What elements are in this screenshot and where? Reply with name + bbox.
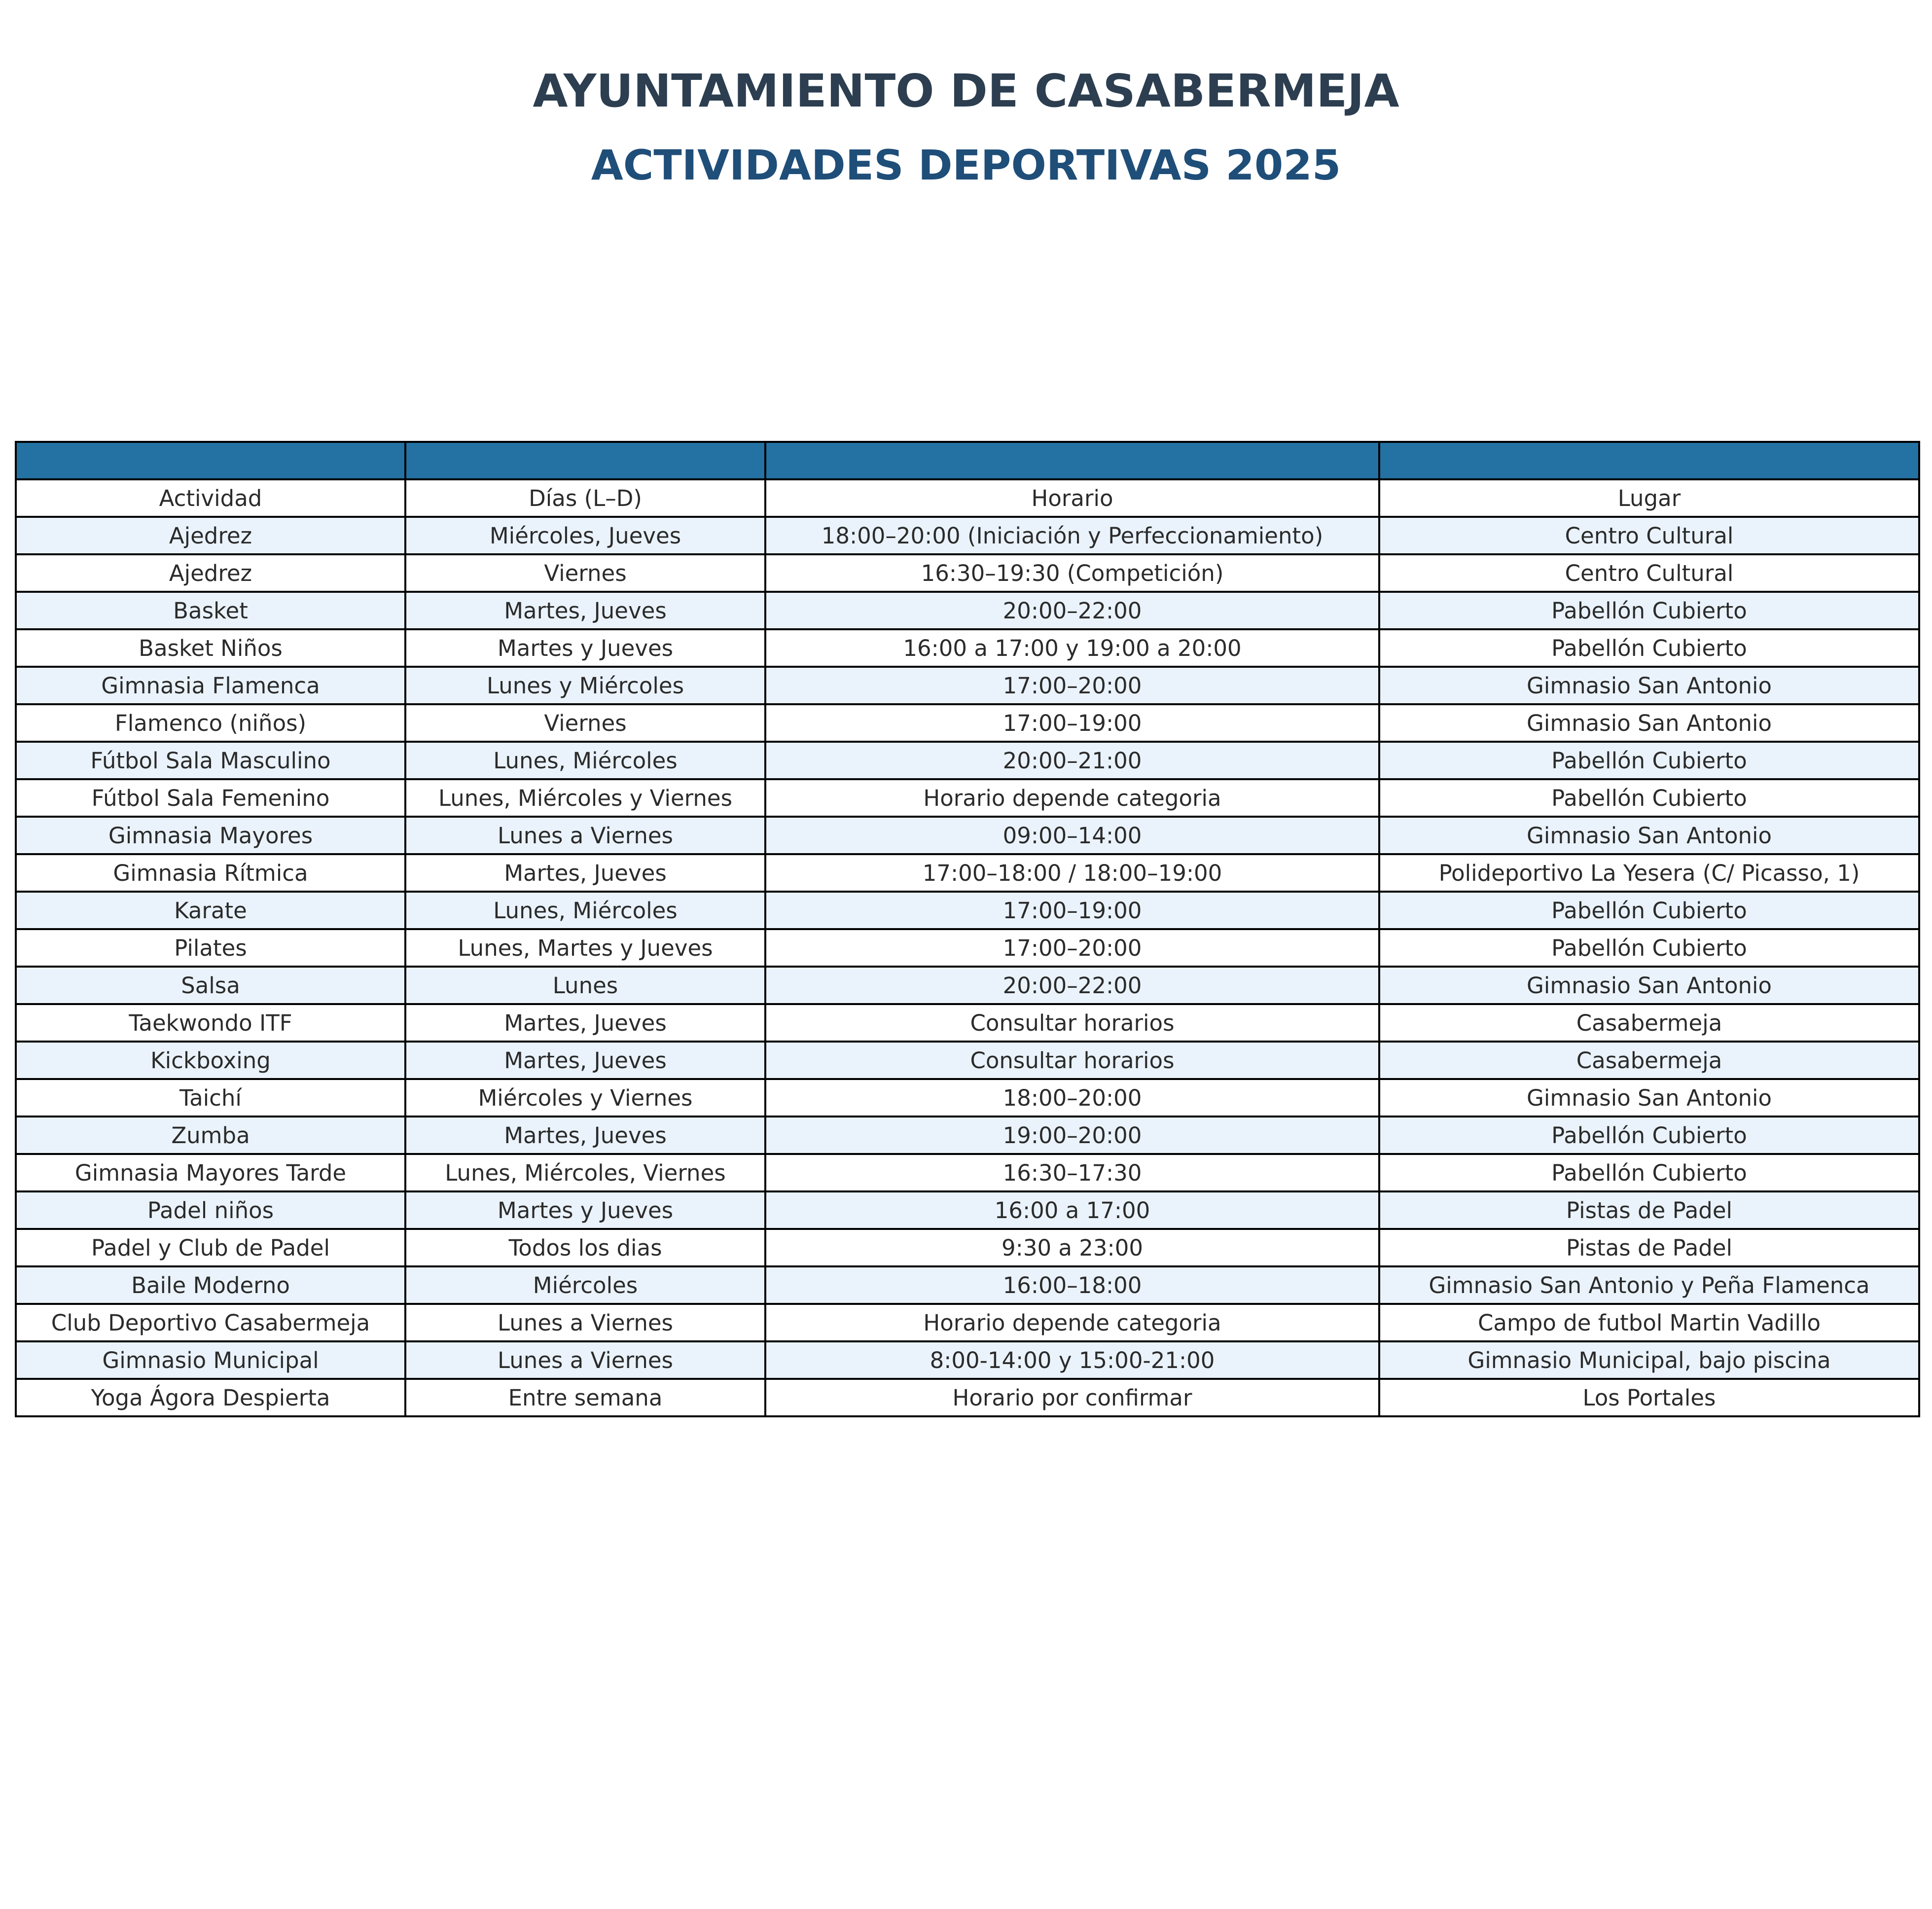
column-header-horario: Horario [765,479,1379,517]
cell-actividad: Gimnasia Rítmica [16,854,405,892]
table-row [16,1154,1919,1191]
cell-lugar: Centro Cultural [1379,517,1919,554]
cell-lugar: Casabermeja [1379,1004,1919,1042]
cell-lugar: Los Portales [1379,1379,1919,1416]
cell-horario: 20:00–22:00 [765,592,1379,629]
table-row [16,667,1919,704]
table-row [16,742,1919,779]
cell-dias: Viernes [405,554,765,592]
cell-lugar: Pabellón Cubierto [1379,629,1919,667]
cell-lugar: Pabellón Cubierto [1379,742,1919,779]
table-row [16,1117,1919,1154]
column-header-actividad: Actividad [16,479,405,517]
table-row [16,592,1919,629]
cell-lugar: Pabellón Cubierto [1379,1117,1919,1154]
cell-dias: Viernes [405,704,765,742]
header-band-cell [405,442,765,479]
cell-horario: 17:00–18:00 / 18:00–19:00 [765,854,1379,892]
cell-dias: Martes, Jueves [405,1117,765,1154]
cell-dias: Martes, Jueves [405,1042,765,1079]
cell-dias: Lunes, Martes y Jueves [405,929,765,967]
cell-actividad: Gimnasio Municipal [16,1341,405,1379]
table-row [16,704,1919,742]
table-row [16,517,1919,554]
cell-actividad: Kickboxing [16,1042,405,1079]
cell-dias: Lunes a Viernes [405,1341,765,1379]
cell-actividad: Padel niños [16,1191,405,1229]
cell-actividad: Fútbol Sala Masculino [16,742,405,779]
cell-horario: 20:00–22:00 [765,967,1379,1004]
cell-lugar: Pabellón Cubierto [1379,892,1919,929]
cell-lugar: Gimnasio San Antonio [1379,817,1919,854]
cell-lugar: Pistas de Padel [1379,1191,1919,1229]
cell-actividad: Padel y Club de Padel [16,1229,405,1266]
cell-actividad: Basket Niños [16,629,405,667]
table-row [16,1341,1919,1379]
cell-lugar: Gimnasio San Antonio [1379,1079,1919,1117]
table-row [16,1042,1919,1079]
cell-lugar: Campo de futbol Martin Vadillo [1379,1304,1919,1341]
cell-horario: 20:00–21:00 [765,742,1379,779]
cell-dias: Martes, Jueves [405,1004,765,1042]
table-row [16,1079,1919,1117]
cell-lugar: Gimnasio San Antonio [1379,704,1919,742]
page-subtitle: ACTIVIDADES DEPORTIVAS 2025 [591,141,1341,189]
cell-lugar: Pabellón Cubierto [1379,779,1919,817]
cell-lugar: Gimnasio San Antonio [1379,667,1919,704]
cell-dias: Lunes [405,967,765,1004]
cell-actividad: Yoga Ágora Despierta [16,1379,405,1416]
cell-dias: Miércoles [405,1266,765,1304]
cell-dias: Lunes, Miércoles, Viernes [405,1154,765,1191]
cell-horario: 8:00-14:00 y 15:00-21:00 [765,1341,1379,1379]
table-row [16,892,1919,929]
cell-dias: Martes y Jueves [405,629,765,667]
cell-actividad: Baile Moderno [16,1266,405,1304]
column-header-lugar: Lugar [1379,479,1919,517]
cell-lugar: Casabermeja [1379,1042,1919,1079]
page-title: AYUNTAMIENTO DE CASABERMEJA [533,65,1399,117]
cell-horario: Consultar horarios [765,1042,1379,1079]
table-row [16,554,1919,592]
table-row [16,1379,1919,1416]
cell-horario: 17:00–19:00 [765,704,1379,742]
cell-dias: Lunes, Miércoles y Viernes [405,779,765,817]
cell-horario: 16:00 a 17:00 [765,1191,1379,1229]
cell-lugar: Polideportivo La Yesera (C/ Picasso, 1) [1379,854,1919,892]
cell-lugar: Gimnasio San Antonio [1379,967,1919,1004]
cell-actividad: Fútbol Sala Femenino [16,779,405,817]
cell-lugar: Pistas de Padel [1379,1229,1919,1266]
table-column-headers [16,479,1919,517]
cell-lugar: Centro Cultural [1379,554,1919,592]
cell-lugar: Pabellón Cubierto [1379,1154,1919,1191]
cell-horario: 09:00–14:00 [765,817,1379,854]
table-row [16,1004,1919,1042]
cell-lugar: Gimnasio San Antonio y Peña Flamenca [1379,1266,1919,1304]
cell-actividad: Taekwondo ITF [16,1004,405,1042]
activities-table-body [16,442,1919,1416]
header-band-cell [765,442,1379,479]
cell-horario: 19:00–20:00 [765,1117,1379,1154]
table-row [16,1229,1919,1266]
cell-dias: Martes, Jueves [405,592,765,629]
cell-lugar: Pabellón Cubierto [1379,929,1919,967]
cell-dias: Lunes, Miércoles [405,742,765,779]
cell-dias: Miércoles, Jueves [405,517,765,554]
table-row [16,967,1919,1004]
table-row [16,929,1919,967]
cell-actividad: Ajedrez [16,517,405,554]
cell-horario: Horario depende categoria [765,779,1379,817]
cell-horario: 17:00–19:00 [765,892,1379,929]
cell-actividad: Basket [16,592,405,629]
table-header-band [16,442,1919,479]
cell-dias: Lunes y Miércoles [405,667,765,704]
cell-horario: 9:30 a 23:00 [765,1229,1379,1266]
cell-lugar: Pabellón Cubierto [1379,592,1919,629]
table-row [16,854,1919,892]
activities-table [15,441,1920,1417]
cell-actividad: Karate [16,892,405,929]
cell-horario: 17:00–20:00 [765,929,1379,967]
cell-horario: 16:00 a 17:00 y 19:00 a 20:00 [765,629,1379,667]
table-row [16,1304,1919,1341]
cell-actividad: Taichí [16,1079,405,1117]
cell-dias: Martes y Jueves [405,1191,765,1229]
cell-horario: Consultar horarios [765,1004,1379,1042]
cell-horario: 18:00–20:00 [765,1079,1379,1117]
cell-horario: 16:00–18:00 [765,1266,1379,1304]
cell-horario: 18:00–20:00 (Iniciación y Perfeccionamiento) [765,517,1379,554]
cell-dias: Entre semana [405,1379,765,1416]
cell-actividad: Gimnasia Mayores Tarde [16,1154,405,1191]
table-row [16,629,1919,667]
cell-horario: 16:30–19:30 (Competición) [765,554,1379,592]
header-band-cell [16,442,405,479]
cell-actividad: Club Deportivo Casabermeja [16,1304,405,1341]
table-row [16,1191,1919,1229]
cell-horario: 16:30–17:30 [765,1154,1379,1191]
cell-dias: Lunes a Viernes [405,1304,765,1341]
cell-actividad: Salsa [16,967,405,1004]
column-header-dias: Días (L–D) [405,479,765,517]
table-row [16,779,1919,817]
cell-dias: Lunes, Miércoles [405,892,765,929]
cell-dias: Lunes a Viernes [405,817,765,854]
cell-horario: Horario por confirmar [765,1379,1379,1416]
cell-actividad: Ajedrez [16,554,405,592]
table-row [16,817,1919,854]
table-row [16,1266,1919,1304]
cell-actividad: Zumba [16,1117,405,1154]
cell-dias: Todos los dias [405,1229,765,1266]
cell-actividad: Pilates [16,929,405,967]
cell-actividad: Flamenco (niños) [16,704,405,742]
cell-actividad: Gimnasia Mayores [16,817,405,854]
cell-horario: 17:00–20:00 [765,667,1379,704]
cell-actividad: Gimnasia Flamenca [16,667,405,704]
cell-dias: Martes, Jueves [405,854,765,892]
header-band-cell [1379,442,1919,479]
cell-horario: Horario depende categoria [765,1304,1379,1341]
cell-dias: Miércoles y Viernes [405,1079,765,1117]
cell-lugar: Gimnasio Municipal, bajo piscina [1379,1341,1919,1379]
